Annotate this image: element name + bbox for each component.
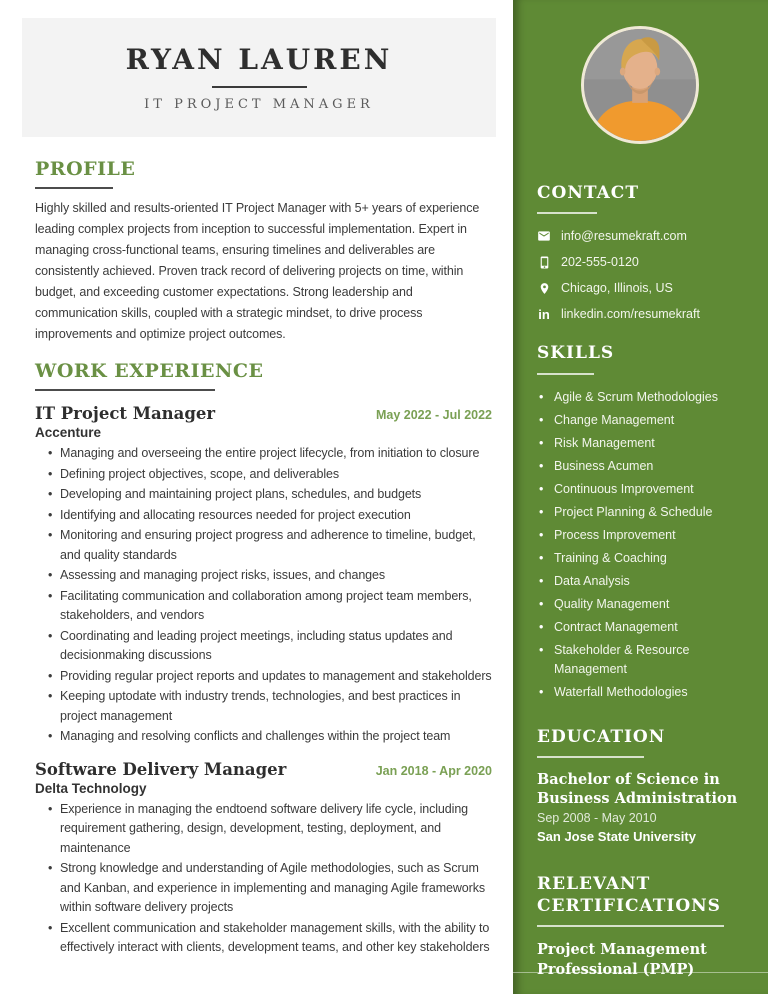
- main-content: [35, 158, 492, 958]
- skill-item: • Stakeholder & Resource Management: [537, 641, 742, 679]
- certifications-heading-rule: [537, 925, 724, 927]
- sidebar-bottom-divider: [513, 972, 768, 973]
- skills-heading: SKILLS: [537, 343, 615, 364]
- education-dates: Sep 2008 - May 2010: [537, 811, 657, 826]
- contact-location-row: [537, 281, 742, 295]
- skill-item: • Continuous Improvement: [537, 480, 742, 499]
- skill-item: • Data Analysis: [537, 572, 742, 591]
- education-section: [537, 727, 742, 845]
- skill-item: • Training & Coaching: [537, 549, 742, 568]
- job-bullet: • Strong knowledge and understanding of Agile methodologies, such as Scrum and Kanban, and experience in implementing and managing Agile frameworks within software delivery projects: [35, 859, 492, 918]
- certifications-section: [537, 874, 742, 979]
- profile-photo-illustration: [584, 29, 696, 141]
- job-company: Delta Technology: [35, 780, 147, 796]
- education-heading: EDUCATION: [537, 726, 666, 747]
- skill-item: • Project Planning & Schedule: [537, 503, 742, 522]
- experience-heading-rule: [35, 389, 215, 391]
- person-name: RYAN LAUREN: [125, 43, 393, 76]
- linkedin-icon: in: [538, 306, 550, 322]
- job-bullet: • Providing regular project reports and updates to management and stakeholders: [35, 667, 492, 687]
- job-bullet: • Experience in managing the endtoend software delivery life cycle, including requirement gathering, design, development, testing, deployment, and maintenance: [35, 800, 492, 859]
- job-bullet-list: [35, 444, 492, 747]
- job-bullet: • Developing and maintaining project plans, schedules, and budgets: [35, 485, 492, 505]
- skills-heading-rule: [537, 373, 594, 375]
- job-bullet: • Excellent communication and stakeholder management skills, with the ability to effectively interact with clients, development teams, and other key stakeholders: [35, 919, 492, 958]
- job-list: [35, 404, 492, 958]
- job-header: [35, 760, 492, 779]
- job-bullet: • Defining project objectives, scope, and deliverables: [35, 465, 492, 485]
- job-title: IT Project Manager: [35, 404, 216, 423]
- contact-phone-row: [537, 255, 742, 269]
- skill-item: • Waterfall Methodologies: [537, 683, 742, 702]
- skill-item: • Contract Management: [537, 618, 742, 637]
- job-bullet: • Keeping uptodate with industry trends, technologies, and best practices in project management: [35, 687, 492, 726]
- job-bullet: • Assessing and managing project risks, issues, and changes: [35, 566, 492, 586]
- job-bullet: • Identifying and allocating resources needed for project execution: [35, 506, 492, 526]
- location-icon: [537, 281, 551, 295]
- phone-icon: [537, 255, 551, 269]
- job-company: Accenture: [35, 425, 102, 440]
- skill-item: • Risk Management: [537, 434, 742, 453]
- job-dates: Jan 2018 - Apr 2020: [375, 763, 492, 778]
- education-degree: Bachelor of Science in Business Administration: [537, 770, 738, 807]
- contact-phone: 202-555-0120: [561, 255, 639, 270]
- job-bullet: • Monitoring and ensuring project progress and adherence to timeline, budget, and quality standards: [35, 526, 492, 565]
- name-divider: [212, 86, 307, 88]
- contact-heading: CONTACT: [537, 183, 639, 203]
- contact-linkedin-row: [537, 307, 742, 321]
- job-entry: [35, 404, 492, 747]
- job-bullet: • Coordinating and leading project meetings, including status updates and decisionmaking discussions: [35, 627, 492, 666]
- contact-email-row: [537, 229, 742, 243]
- experience-section: [35, 360, 492, 958]
- job-bullet-list: [35, 800, 492, 958]
- job-dates: May 2022 - Jul 2022: [375, 408, 492, 422]
- sidebar: [513, 0, 768, 994]
- skills-list: [537, 388, 742, 702]
- job-bullet: • Facilitating communication and collaboration among project team members, stakeholders, and vendors: [35, 587, 492, 626]
- contact-email[interactable]: info@resumekraft.com: [561, 229, 687, 244]
- contact-linkedin[interactable]: linkedin.com/resumekraft: [561, 307, 700, 322]
- header: [22, 18, 496, 137]
- job-title: Software Delivery Manager: [35, 759, 287, 779]
- education-school: San Jose State University: [537, 829, 696, 845]
- job-entry: [35, 760, 492, 958]
- experience-heading: WORK EXPERIENCE: [35, 360, 264, 382]
- profile-heading: PROFILE: [35, 158, 136, 180]
- job-header: [35, 404, 492, 423]
- job-bullet: • Managing and overseeing the entire project lifecycle, from initiation to closure: [35, 444, 492, 464]
- contact-section: [537, 183, 742, 321]
- contact-location: Chicago, Illinois, US: [561, 281, 673, 296]
- job-bullet: • Managing and resolving conflicts and challenges within the project team: [35, 727, 492, 747]
- certifications-heading: RELEVANT CERTIFICATIONS: [537, 874, 721, 916]
- contact-list: [537, 229, 742, 321]
- contact-heading-rule: [537, 212, 597, 214]
- profile-heading-rule: [35, 187, 113, 189]
- education-heading-rule: [537, 756, 644, 758]
- profile-photo: [581, 26, 699, 144]
- skill-item: • Change Management: [537, 411, 742, 430]
- skills-section: [537, 343, 742, 701]
- skill-item: • Agile & Scrum Methodologies: [537, 388, 742, 407]
- email-icon: [537, 229, 551, 243]
- skill-item: • Business Acumen: [537, 457, 742, 476]
- skill-item: • Quality Management: [537, 595, 742, 614]
- skill-item: • Process Improvement: [537, 526, 742, 545]
- person-job-title: IT PROJECT MANAGER: [144, 97, 374, 112]
- certification-item: Project Management Professional (PMP): [537, 940, 707, 978]
- profile-text: Highly skilled and results-oriented IT Project Manager with 5+ years of experience leading complex projects from inception to successful implementation. Expert in managing cross-functional teams, ensuring timelines and deliverables are consistently achieved. Proven track record of delivering projects on time, within budget, and exceeding customer expectations. Strong leadership and communication skills, coupled with a strategic mindset, to drive process improvements and optimize project outcomes.: [35, 201, 480, 341]
- profile-section: [35, 158, 492, 345]
